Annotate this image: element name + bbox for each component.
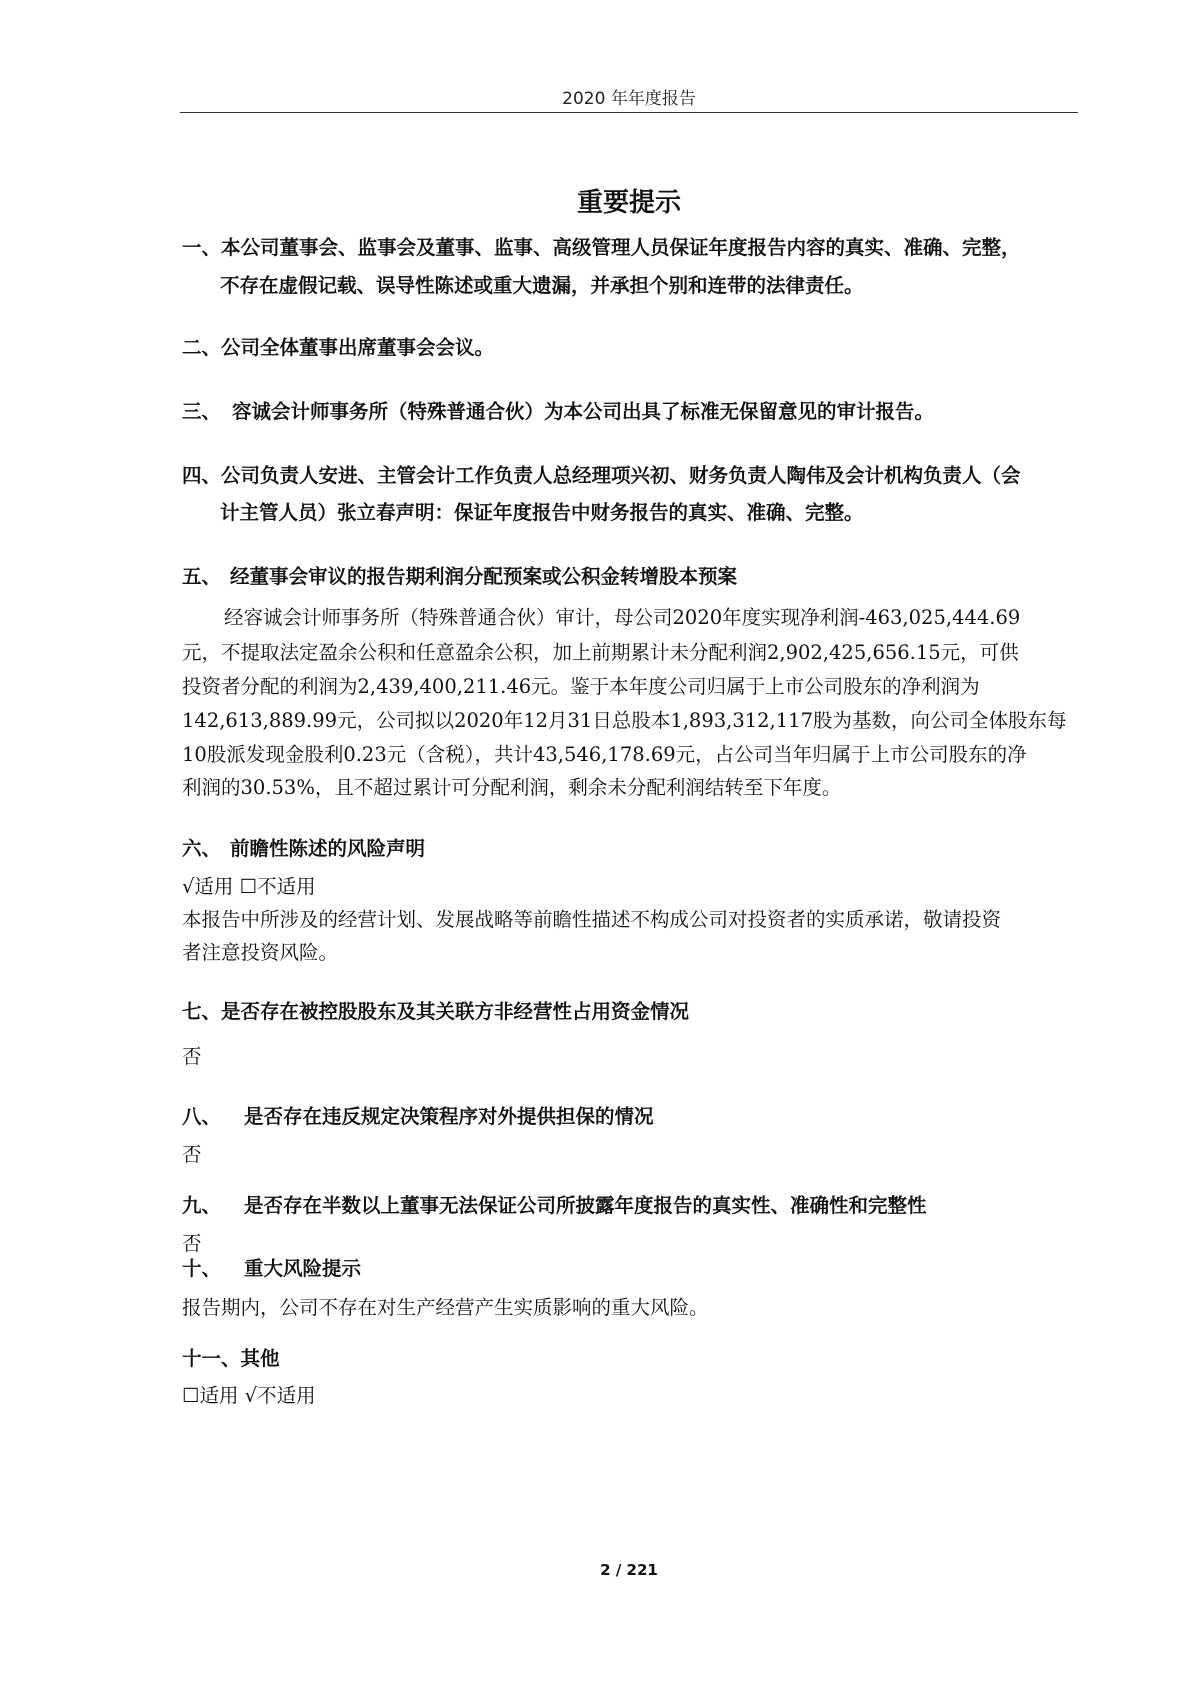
section-10-title: 重大风险提示 [244, 1257, 362, 1280]
section-5-heading [182, 561, 737, 589]
section-5-paragraph-line: 投资者分配的利润为2,439,400,211.46元。鉴于本年度公司归属于上市公司股东的净利润为 [182, 675, 980, 698]
page-header: 2020 年年度报告 [562, 89, 696, 109]
section-9-title: 是否存在半数以上董事无法保证公司所披露年度报告的真实性、准确性和完整性 [244, 1194, 927, 1217]
section-8-number: 八、 [182, 1105, 222, 1128]
section-9-answer: 否 [182, 1232, 202, 1255]
section-5-title: 经董事会审议的报告期利润分配预案或公积金转增股本预案 [230, 565, 738, 588]
section-1-heading [182, 232, 1021, 260]
page-title: 重要提示 [576, 188, 681, 218]
section-8-answer: 否 [182, 1143, 202, 1166]
section-9-number: 九、 [182, 1194, 222, 1217]
section-11-heading [182, 1343, 280, 1371]
section-1-line-2: 不存在虚假记载、误导性陈述或重大遗漏，并承担个别和连带的法律责任。 [220, 274, 864, 297]
section-5-number: 五、 [182, 565, 222, 588]
section-1-line-1: 本公司董事会、监事会及董事、监事、高级管理人员保证年度报告内容的真实、准确、完整， [221, 236, 1021, 259]
section-6-text-line-2: 者注意投资风险。 [182, 941, 339, 964]
section-6-heading [182, 833, 425, 861]
section-11-title: 其他 [240, 1347, 280, 1370]
section-3-heading [182, 396, 934, 424]
section-10-text: 报告期内，公司不存在对生产经营产生实质影响的重大风险。 [182, 1296, 709, 1319]
section-1-number: 一、 [182, 236, 222, 259]
section-7-answer: 否 [182, 1045, 202, 1068]
section-4-number: 四、 [182, 464, 222, 487]
section-5-paragraph-line: 经容诚会计师事务所（特殊普通合伙）审计，母公司2020年度实现净利润-463,025,444.69 [224, 606, 1021, 629]
section-6-number: 六、 [182, 837, 222, 860]
section-2-heading [182, 332, 494, 360]
section-7-title: 是否存在被控股股东及其关联方非经营性占用资金情况 [221, 1000, 690, 1023]
section-8-title: 是否存在违反规定决策程序对外提供担保的情况 [244, 1105, 654, 1128]
section-11-number: 十一、 [182, 1347, 241, 1370]
section-6-title: 前瞻性陈述的风险声明 [230, 837, 426, 860]
section-6-options: √适用 ☐不适用 [182, 875, 316, 898]
section-2-text: 公司全体董事出席董事会会议。 [221, 336, 495, 359]
section-3-text: 容诚会计师事务所（特殊普通合伙）为本公司出具了标准无保留意见的审计报告。 [232, 400, 935, 423]
section-5-paragraph-line: 元，不提取法定盈余公积和任意盈余公积，加上前期累计未分配利润2,902,425,656.15元，可供 [182, 641, 1019, 664]
section-10-number: 十、 [182, 1257, 222, 1280]
section-7-heading [182, 996, 689, 1024]
section-4-heading [182, 460, 1021, 488]
section-5-paragraph-line: 142,613,889.99元，公司拟以2020年12月31日总股本1,893,312,117股为基数，向公司全体股东每 [182, 709, 1067, 732]
section-8-heading [182, 1101, 654, 1129]
section-4-line-2: 计主管人员）张立春声明：保证年度报告中财务报告的真实、准确、完整。 [220, 501, 864, 524]
section-5-paragraph-line: 利润的30.53%，且不超过累计可分配利润，剩余未分配利润结转至下年度。 [182, 776, 842, 799]
section-11-options: ☐适用 √不适用 [182, 1384, 316, 1407]
section-9-heading [182, 1190, 927, 1218]
section-3-number: 三、 [182, 400, 222, 423]
section-5-paragraph-line: 10股派发现金股利0.23元（含税），共计43,546,178.69元，占公司当年归属于上市公司股东的净 [182, 743, 1027, 766]
section-4-line-1: 公司负责人安进、主管会计工作负责人总经理项兴初、财务负责人陶伟及会计机构负责人（会 [221, 464, 1021, 487]
section-7-number: 七、 [182, 1000, 222, 1023]
section-2-number: 二、 [182, 336, 222, 359]
section-10-heading [182, 1253, 361, 1281]
section-6-text-line-1: 本报告中所涉及的经营计划、发展战略等前瞻性描述不构成公司对投资者的实质承诺，敬请投资 [182, 908, 1002, 931]
page-number: 2 / 221 [600, 1561, 658, 1579]
header-divider [180, 112, 1078, 113]
